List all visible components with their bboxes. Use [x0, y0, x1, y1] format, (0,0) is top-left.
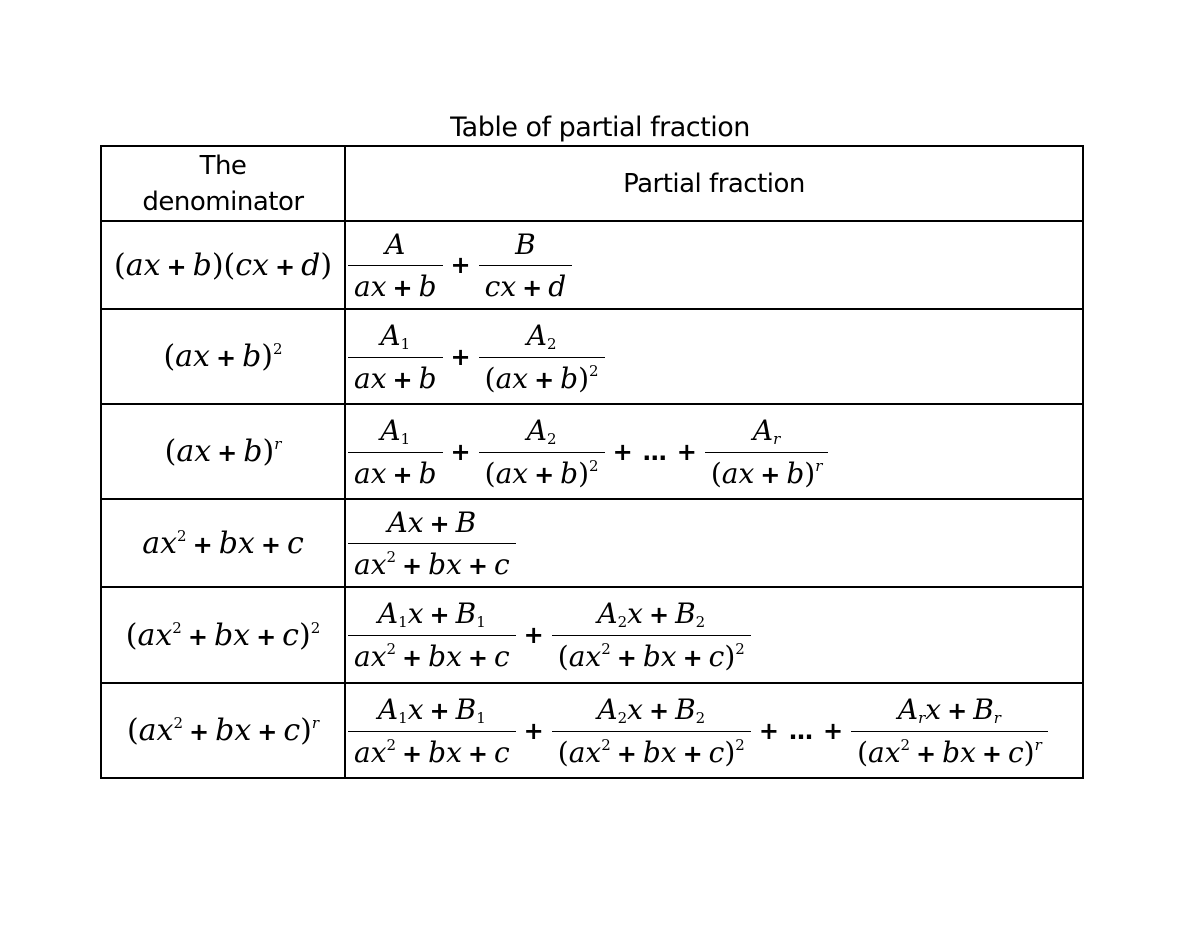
denominator-quadratic-power-r: ($ax^2$ + bx + c)$^r$ — [101, 683, 345, 778]
partial-fraction-linear-power-r: $\frac{A_1}{ax + b}$ + $\frac{A_2}{(ax + b)^2}$ + … + $\frac{A_r}{(ax + b)^r}$ — [345, 404, 1083, 499]
table-row — [101, 683, 1083, 778]
denominator-linear-product: (ax + b)(cx + d) — [101, 221, 345, 309]
partial-fraction-quadratic-squared: $\frac{A_1x + B_1}{ax^2 + bx + c}$ + $\frac{A_2x + B_2}{(ax^2 + bx + c)^2}$ — [345, 587, 1083, 683]
table-title: Table of partial fraction — [450, 112, 750, 143]
header-denominator-line1: The — [199, 150, 247, 181]
table-row — [101, 309, 1083, 404]
header-partial-fraction: Partial fraction — [345, 146, 1083, 221]
header-denominator-line2: denominator — [142, 186, 304, 217]
table-row — [101, 587, 1083, 683]
table-row — [101, 404, 1083, 499]
table-row — [101, 499, 1083, 587]
denominator-linear-squared: (ax + b)$^2$ — [101, 309, 345, 404]
denominator-quadratic: $ax^2$ + bx + c — [101, 499, 345, 587]
header-denominator — [101, 146, 345, 221]
partial-fraction-quadratic-power-r: $\frac{A_1x + B_1}{ax^2 + bx + c}$ + $\frac{A_2x + B_2}{(ax^2 + bx + c)^2}$ + … + $\frac{A_rx + B_r}{(ax^2 + bx + c)^r}$ — [345, 683, 1083, 778]
table-row — [101, 221, 1083, 309]
partial-fraction-table — [100, 145, 1084, 779]
partial-fraction-quadratic: $\frac{Ax + B}{ax^2 + bx + c}$ — [345, 499, 1083, 587]
partial-fraction-linear-product: $\frac{A}{ax + b}$ + $\frac{B}{cx + d}$ — [345, 221, 1083, 309]
denominator-quadratic-squared: ($ax^2$ + bx + c)$^2$ — [101, 587, 345, 683]
partial-fraction-linear-squared: $\frac{A_1}{ax + b}$ + $\frac{A_2}{(ax + b)^2}$ — [345, 309, 1083, 404]
denominator-linear-power-r: (ax + b)$^r$ — [101, 404, 345, 499]
